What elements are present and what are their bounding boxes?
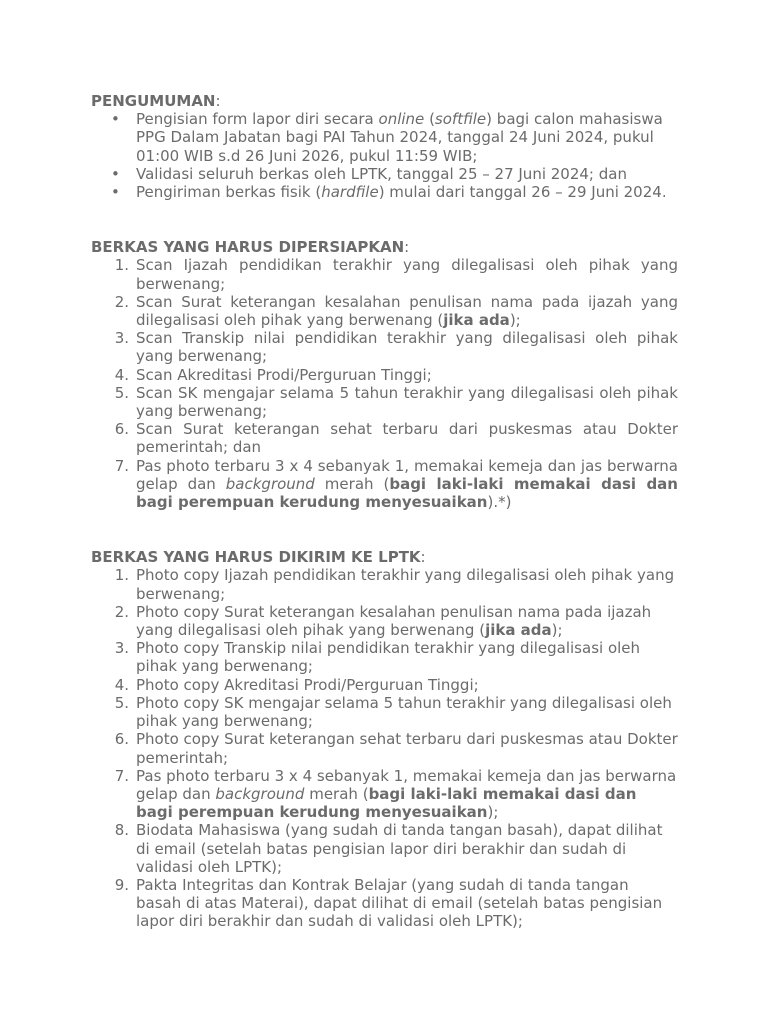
- heading-colon: :: [215, 92, 221, 110]
- item-text: Scan Surat keterangan sehat terbaru dari puskesmas atau Dokter pemerintah; dan: [136, 420, 678, 457]
- bullet-marker: •: [111, 110, 120, 129]
- bullet-marker: •: [111, 183, 120, 202]
- item-number: 6.: [114, 420, 129, 439]
- item-text: Scan SK mengajar selama 5 tahun terakhir yang dilegalisasi oleh pihak yang berwenang;: [136, 383, 678, 421]
- item-text: Photo copy Akreditasi Prodi/Perguruan Tinggi;: [136, 675, 479, 694]
- list-item: [91, 767, 678, 822]
- bold-text: bagi laki-laki memakai dasi dan bagi perempuan kerudung menyesuaikan: [136, 474, 678, 512]
- italic-text: softfile: [434, 110, 487, 129]
- heading-title: PENGUMUMAN: [91, 92, 216, 110]
- list-item: [91, 821, 678, 876]
- item-text: Pengiriman berkas fisik (: [136, 183, 322, 202]
- item-number: 8.: [114, 821, 129, 840]
- item-number: 3.: [114, 639, 129, 658]
- item-number: 2.: [114, 292, 129, 311]
- item-text: Pakta Integritas dan Kontrak Belajar (yang sudah di tanda tangan basah di atas Materai), dapat dilihat di email (setelah batas pengisian lapor diri berakhir dan sudah di validasi oleh LPTK);: [136, 875, 663, 931]
- item-text: merah (: [304, 784, 369, 803]
- item-text: Photo copy SK mengajar selama 5 tahun terakhir yang dilegalisasi oleh pihak yang berwenang;: [136, 693, 672, 731]
- heading-title: BERKAS YANG HARUS DIPERSIAPKAN: [91, 238, 405, 257]
- item-text: ) mulai dari tanggal 26 – 29 Juni 2024.: [378, 183, 667, 202]
- heading-title: BERKAS YANG HARUS DIKIRIM KE LPTK: [91, 548, 421, 567]
- section-heading: [91, 238, 678, 256]
- list-item: [91, 329, 678, 365]
- documents-to-prepare-list: [91, 256, 678, 511]
- list-item: [91, 694, 678, 730]
- item-number: 5.: [114, 383, 129, 402]
- section-heading: [91, 548, 678, 566]
- list-item: [91, 420, 678, 456]
- list-item: [91, 457, 678, 512]
- announcement-list: [91, 110, 678, 201]
- item-text: Scan Surat keterangan kesalahan penulisan nama pada ijazah yang dilegalisasi oleh pihak yang berwenang (: [136, 292, 678, 330]
- item-number: 3.: [114, 329, 129, 348]
- item-text: Pas photo terbaru 3 x 4 sebanyak 1, memakai kemeja dan jas berwarna gelap dan: [136, 456, 678, 493]
- item-text: Photo copy Ijazah pendidikan terakhir yang dilegalisasi oleh pihak yang berwenang;: [136, 566, 675, 603]
- list-item: [91, 366, 678, 384]
- item-number: 5.: [114, 693, 129, 712]
- item-text: Photo copy Transkip nilai pendidikan terakhir yang dilegalisasi oleh pihak yang berwenang;: [136, 639, 641, 676]
- section-pengumuman: [91, 92, 678, 201]
- bullet-marker: •: [111, 164, 120, 183]
- documents-to-send-list: [91, 566, 678, 930]
- list-item: [91, 876, 678, 931]
- item-number: 7.: [114, 766, 129, 785]
- item-number: 4.: [114, 675, 129, 694]
- item-number: 1.: [114, 566, 129, 585]
- section-heading: [91, 92, 678, 110]
- bold-text: jika ada: [485, 621, 552, 640]
- item-number: 7.: [114, 456, 129, 475]
- item-number: 2.: [114, 602, 129, 621]
- italic-text: online: [378, 110, 425, 129]
- list-item: [91, 676, 678, 694]
- list-item: [91, 639, 678, 675]
- italic-text: hardfile: [321, 183, 379, 202]
- item-text: Validasi seluruh berkas oleh LPTK, tanggal 25 – 27 Juni 2024; dan: [136, 164, 627, 183]
- list-item: [91, 566, 678, 602]
- list-item: [91, 165, 678, 183]
- item-number: 4.: [114, 365, 129, 384]
- item-text: Scan Transkip nilai pendidikan terakhir yang dilegalisasi oleh pihak yang berwenang;: [136, 329, 678, 366]
- list-item: [91, 110, 678, 165]
- list-item: [91, 256, 678, 292]
- section-spacer: [91, 201, 678, 238]
- section-spacer: [91, 511, 678, 548]
- item-text: (: [424, 110, 435, 129]
- section-berkas-dipersiapkan: [91, 238, 678, 511]
- list-item: [91, 183, 678, 201]
- item-number: 9.: [114, 875, 129, 894]
- list-item: [91, 730, 678, 766]
- item-text: Photo copy Surat keterangan sehat terbaru dari puskesmas atau Dokter pemerintah;: [136, 730, 678, 767]
- item-text: );: [509, 311, 521, 330]
- bold-text: jika ada: [443, 311, 510, 330]
- item-number: 1.: [114, 256, 129, 275]
- item-text: Biodata Mahasiswa (yang sudah di tanda tangan basah), dapat dilihat di email (setelah batas pengisian lapor diri berakhir dan sudah di validasi oleh LPTK);: [136, 821, 663, 876]
- item-text: Scan Ijazah pendidikan terakhir yang dilegalisasi oleh pihak yang berwenang;: [136, 256, 678, 293]
- heading-colon: :: [404, 238, 410, 257]
- item-text: Pas photo terbaru 3 x 4 sebanyak 1, memakai kemeja dan jas berwarna gelap dan: [136, 766, 677, 803]
- italic-text: background: [225, 474, 315, 493]
- item-text: );: [551, 621, 563, 640]
- item-number: 6.: [114, 730, 129, 749]
- section-berkas-dikirim: [91, 548, 678, 930]
- item-text: );: [487, 803, 499, 822]
- heading-colon: :: [420, 548, 426, 567]
- item-text: Pengisian form lapor diri secara: [136, 110, 379, 129]
- item-text: Scan Akreditasi Prodi/Perguruan Tinggi;: [136, 365, 432, 384]
- item-text: Photo copy Surat keterangan kesalahan penulisan nama pada ijazah yang dilegalisasi oleh pihak yang berwenang (: [136, 602, 652, 640]
- item-text: ) bagi calon mahasiswa PPG Dalam Jabatan bagi PAI Tahun 2024, tanggal 24 Juni 2024, pukul 01:00 WIB s.d 26 Juni 2026, pukul 11:59 WIB;: [136, 110, 663, 165]
- list-item: [91, 293, 678, 329]
- item-text: merah (: [314, 474, 390, 493]
- bold-text: bagi laki-laki memakai dasi dan bagi perempuan kerudung menyesuaikan: [136, 784, 637, 822]
- italic-text: background: [215, 784, 305, 803]
- item-text: ).*): [487, 493, 512, 512]
- list-item: [91, 603, 678, 639]
- list-item: [91, 384, 678, 420]
